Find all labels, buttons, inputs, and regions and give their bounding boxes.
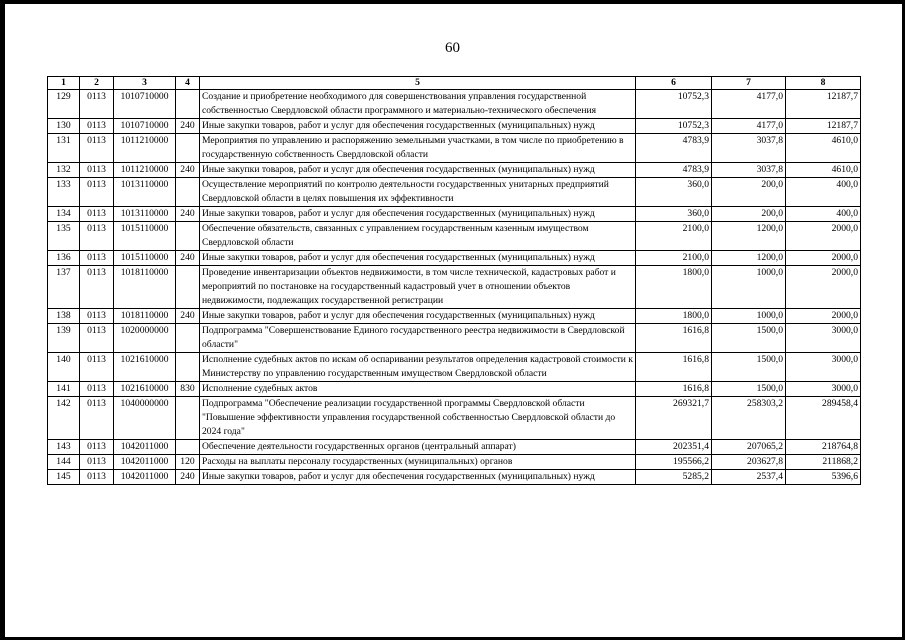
description-cell: Иные закупки товаров, работ и услуг для обеспечения государственных (муниципальных) нужд [200,251,636,266]
amount-col7-cell: 4177,0 [712,90,786,119]
expense-type-cell [176,222,200,251]
row-number-cell: 144 [48,455,80,470]
row-number-cell: 135 [48,222,80,251]
table-row [48,470,861,485]
amount-col6-cell: 1616,8 [636,353,712,382]
target-article-cell: 1021610000 [114,382,176,397]
amount-col8-cell: 2000,0 [786,222,861,251]
amount-col8-cell: 2000,0 [786,309,861,324]
amount-col7-cell: 1200,0 [712,222,786,251]
header-cell: 4 [176,77,200,90]
page-number: 60 [445,40,460,56]
section-code-cell: 0113 [80,207,114,222]
amount-col6-cell: 2100,0 [636,222,712,251]
target-article-cell: 1018110000 [114,309,176,324]
target-article-cell: 1021610000 [114,353,176,382]
amount-col8-cell: 12187,7 [786,119,861,134]
expense-type-cell [176,178,200,207]
row-number-cell: 145 [48,470,80,485]
amount-col8-cell: 2000,0 [786,251,861,266]
row-number-cell: 137 [48,266,80,309]
table-row [48,309,861,324]
amount-col7-cell: 1000,0 [712,309,786,324]
amount-col6-cell: 195566,2 [636,455,712,470]
amount-col7-cell: 207065,2 [712,440,786,455]
table-header-row [48,77,861,90]
amount-col7-cell: 200,0 [712,178,786,207]
description-cell: Исполнение судебных актов [200,382,636,397]
description-cell: Подпрограмма "Обеспечение реализации государственной программы Свердловской области "Повышение эффективности управления государственной собственностью Свердловской области до 2024 года" [200,397,636,440]
description-cell: Проведение инвентаризации объектов недвижимости, в том числе технической, кадастровых работ и мероприятий по постановке на государственный кадастровый учет в отношении объектов недвижимости, подлежащих государственной регистрации [200,266,636,309]
amount-col8-cell: 400,0 [786,178,861,207]
amount-col8-cell: 4610,0 [786,163,861,178]
section-code-cell: 0113 [80,353,114,382]
section-code-cell: 0113 [80,470,114,485]
target-article-cell: 1018110000 [114,266,176,309]
row-number-cell: 142 [48,397,80,440]
amount-col6-cell: 4783,9 [636,163,712,178]
description-cell: Создание и приобретение необходимого для совершенствования управления государственной собственностью Свердловской области программного и материально-технического обеспечения [200,90,636,119]
amount-col6-cell: 269321,7 [636,397,712,440]
target-article-cell: 1010710000 [114,119,176,134]
amount-col8-cell: 289458,4 [786,397,861,440]
section-code-cell: 0113 [80,455,114,470]
description-cell: Подпрограмма "Совершенствование Единого государственного реестра недвижимости в Свердловской области" [200,324,636,353]
row-number-cell: 141 [48,382,80,397]
amount-col6-cell: 4783,9 [636,134,712,163]
target-article-cell: 1013110000 [114,207,176,222]
row-number-cell: 140 [48,353,80,382]
description-cell: Иные закупки товаров, работ и услуг для обеспечения государственных (муниципальных) нужд [200,163,636,178]
description-cell: Исполнение судебных актов по искам об оспаривании результатов определения кадастровой стоимости к Министерству по управлению государственным имуществом Свердловской области [200,353,636,382]
expense-type-cell [176,353,200,382]
description-cell: Мероприятия по управлению и распоряжению земельными участками, в том числе по приобретению в государственную собственность Свердловской области [200,134,636,163]
section-code-cell: 0113 [80,309,114,324]
table-row [48,397,861,440]
expense-type-cell: 120 [176,455,200,470]
table-row [48,134,861,163]
amount-col8-cell: 218764,8 [786,440,861,455]
target-article-cell: 1042011000 [114,470,176,485]
expense-type-cell [176,397,200,440]
section-code-cell: 0113 [80,266,114,309]
amount-col8-cell: 3000,0 [786,353,861,382]
expense-type-cell: 830 [176,382,200,397]
expense-type-cell: 240 [176,251,200,266]
row-number-cell: 134 [48,207,80,222]
amount-col6-cell: 1616,8 [636,324,712,353]
amount-col6-cell: 5285,2 [636,470,712,485]
table-row [48,222,861,251]
scan-border-top [0,0,905,4]
section-code-cell: 0113 [80,251,114,266]
table-row [48,382,861,397]
expense-type-cell [176,90,200,119]
amount-col7-cell: 1500,0 [712,353,786,382]
target-article-cell: 1010710000 [114,90,176,119]
row-number-cell: 129 [48,90,80,119]
amount-col7-cell: 3037,8 [712,134,786,163]
header-cell: 8 [786,77,861,90]
amount-col8-cell: 12187,7 [786,90,861,119]
amount-col8-cell: 400,0 [786,207,861,222]
row-number-cell: 143 [48,440,80,455]
target-article-cell: 1011210000 [114,134,176,163]
header-cell: 6 [636,77,712,90]
section-code-cell: 0113 [80,397,114,440]
amount-col6-cell: 360,0 [636,178,712,207]
expense-type-cell [176,266,200,309]
row-number-cell: 139 [48,324,80,353]
header-cell: 2 [80,77,114,90]
description-cell: Осуществление мероприятий по контролю деятельности государственных унитарных предприятий Свердловской области в целях повышения их эффективности [200,178,636,207]
expense-type-cell: 240 [176,309,200,324]
amount-col7-cell: 2537,4 [712,470,786,485]
amount-col6-cell: 1800,0 [636,309,712,324]
amount-col7-cell: 203627,8 [712,455,786,470]
amount-col7-cell: 3037,8 [712,163,786,178]
target-article-cell: 1040000000 [114,397,176,440]
table-row [48,266,861,309]
target-article-cell: 1042011000 [114,440,176,455]
section-code-cell: 0113 [80,163,114,178]
expense-type-cell: 240 [176,119,200,134]
description-cell: Иные закупки товаров, работ и услуг для обеспечения государственных (муниципальных) нужд [200,309,636,324]
header-cell: 1 [48,77,80,90]
row-number-cell: 133 [48,178,80,207]
expense-type-cell: 240 [176,163,200,178]
section-code-cell: 0113 [80,440,114,455]
header-cell: 5 [200,77,636,90]
amount-col8-cell: 211868,2 [786,455,861,470]
amount-col8-cell: 5396,6 [786,470,861,485]
amount-col8-cell: 3000,0 [786,382,861,397]
target-article-cell: 1015110000 [114,251,176,266]
table-row [48,90,861,119]
expense-type-cell [176,134,200,163]
table-row [48,251,861,266]
table-row [48,207,861,222]
amount-col6-cell: 2100,0 [636,251,712,266]
table-row [48,324,861,353]
amount-col6-cell: 1616,8 [636,382,712,397]
description-cell: Расходы на выплаты персоналу государственных (муниципальных) органов [200,455,636,470]
description-cell: Иные закупки товаров, работ и услуг для обеспечения государственных (муниципальных) нужд [200,470,636,485]
target-article-cell: 1020000000 [114,324,176,353]
section-code-cell: 0113 [80,324,114,353]
table-row [48,119,861,134]
table-row [48,353,861,382]
target-article-cell: 1015110000 [114,222,176,251]
table-row [48,163,861,178]
target-article-cell: 1011210000 [114,163,176,178]
target-article-cell: 1042011000 [114,455,176,470]
section-code-cell: 0113 [80,178,114,207]
row-number-cell: 136 [48,251,80,266]
amount-col8-cell: 3000,0 [786,324,861,353]
expense-type-cell: 240 [176,207,200,222]
amount-col7-cell: 1200,0 [712,251,786,266]
section-code-cell: 0113 [80,382,114,397]
amount-col6-cell: 10752,3 [636,90,712,119]
section-code-cell: 0113 [80,90,114,119]
table-row [48,440,861,455]
scan-border-left [0,0,5,640]
header-cell: 7 [712,77,786,90]
amount-col7-cell: 200,0 [712,207,786,222]
amount-col7-cell: 4177,0 [712,119,786,134]
description-cell: Иные закупки товаров, работ и услуг для обеспечения государственных (муниципальных) нужд [200,119,636,134]
row-number-cell: 130 [48,119,80,134]
amount-col6-cell: 1800,0 [636,266,712,309]
amount-col6-cell: 202351,4 [636,440,712,455]
row-number-cell: 132 [48,163,80,178]
amount-col8-cell: 4610,0 [786,134,861,163]
amount-col8-cell: 2000,0 [786,266,861,309]
expense-type-cell: 240 [176,470,200,485]
amount-col6-cell: 10752,3 [636,119,712,134]
section-code-cell: 0113 [80,222,114,251]
table-body [48,90,861,485]
table-row [48,455,861,470]
section-code-cell: 0113 [80,119,114,134]
row-number-cell: 138 [48,309,80,324]
expense-type-cell [176,324,200,353]
amount-col7-cell: 1000,0 [712,266,786,309]
target-article-cell: 1013110000 [114,178,176,207]
amount-col7-cell: 1500,0 [712,382,786,397]
amount-col7-cell: 1500,0 [712,324,786,353]
description-cell: Обеспечение обязательств, связанных с управлением государственным казенным имуществом Свердловской области [200,222,636,251]
row-number-cell: 131 [48,134,80,163]
amount-col6-cell: 360,0 [636,207,712,222]
header-cell: 3 [114,77,176,90]
table-row [48,178,861,207]
section-code-cell: 0113 [80,134,114,163]
description-cell: Иные закупки товаров, работ и услуг для обеспечения государственных (муниципальных) нужд [200,207,636,222]
budget-table [47,76,861,485]
amount-col7-cell: 258303,2 [712,397,786,440]
expense-type-cell [176,440,200,455]
description-cell: Обеспечение деятельности государственных органов (центральный аппарат) [200,440,636,455]
